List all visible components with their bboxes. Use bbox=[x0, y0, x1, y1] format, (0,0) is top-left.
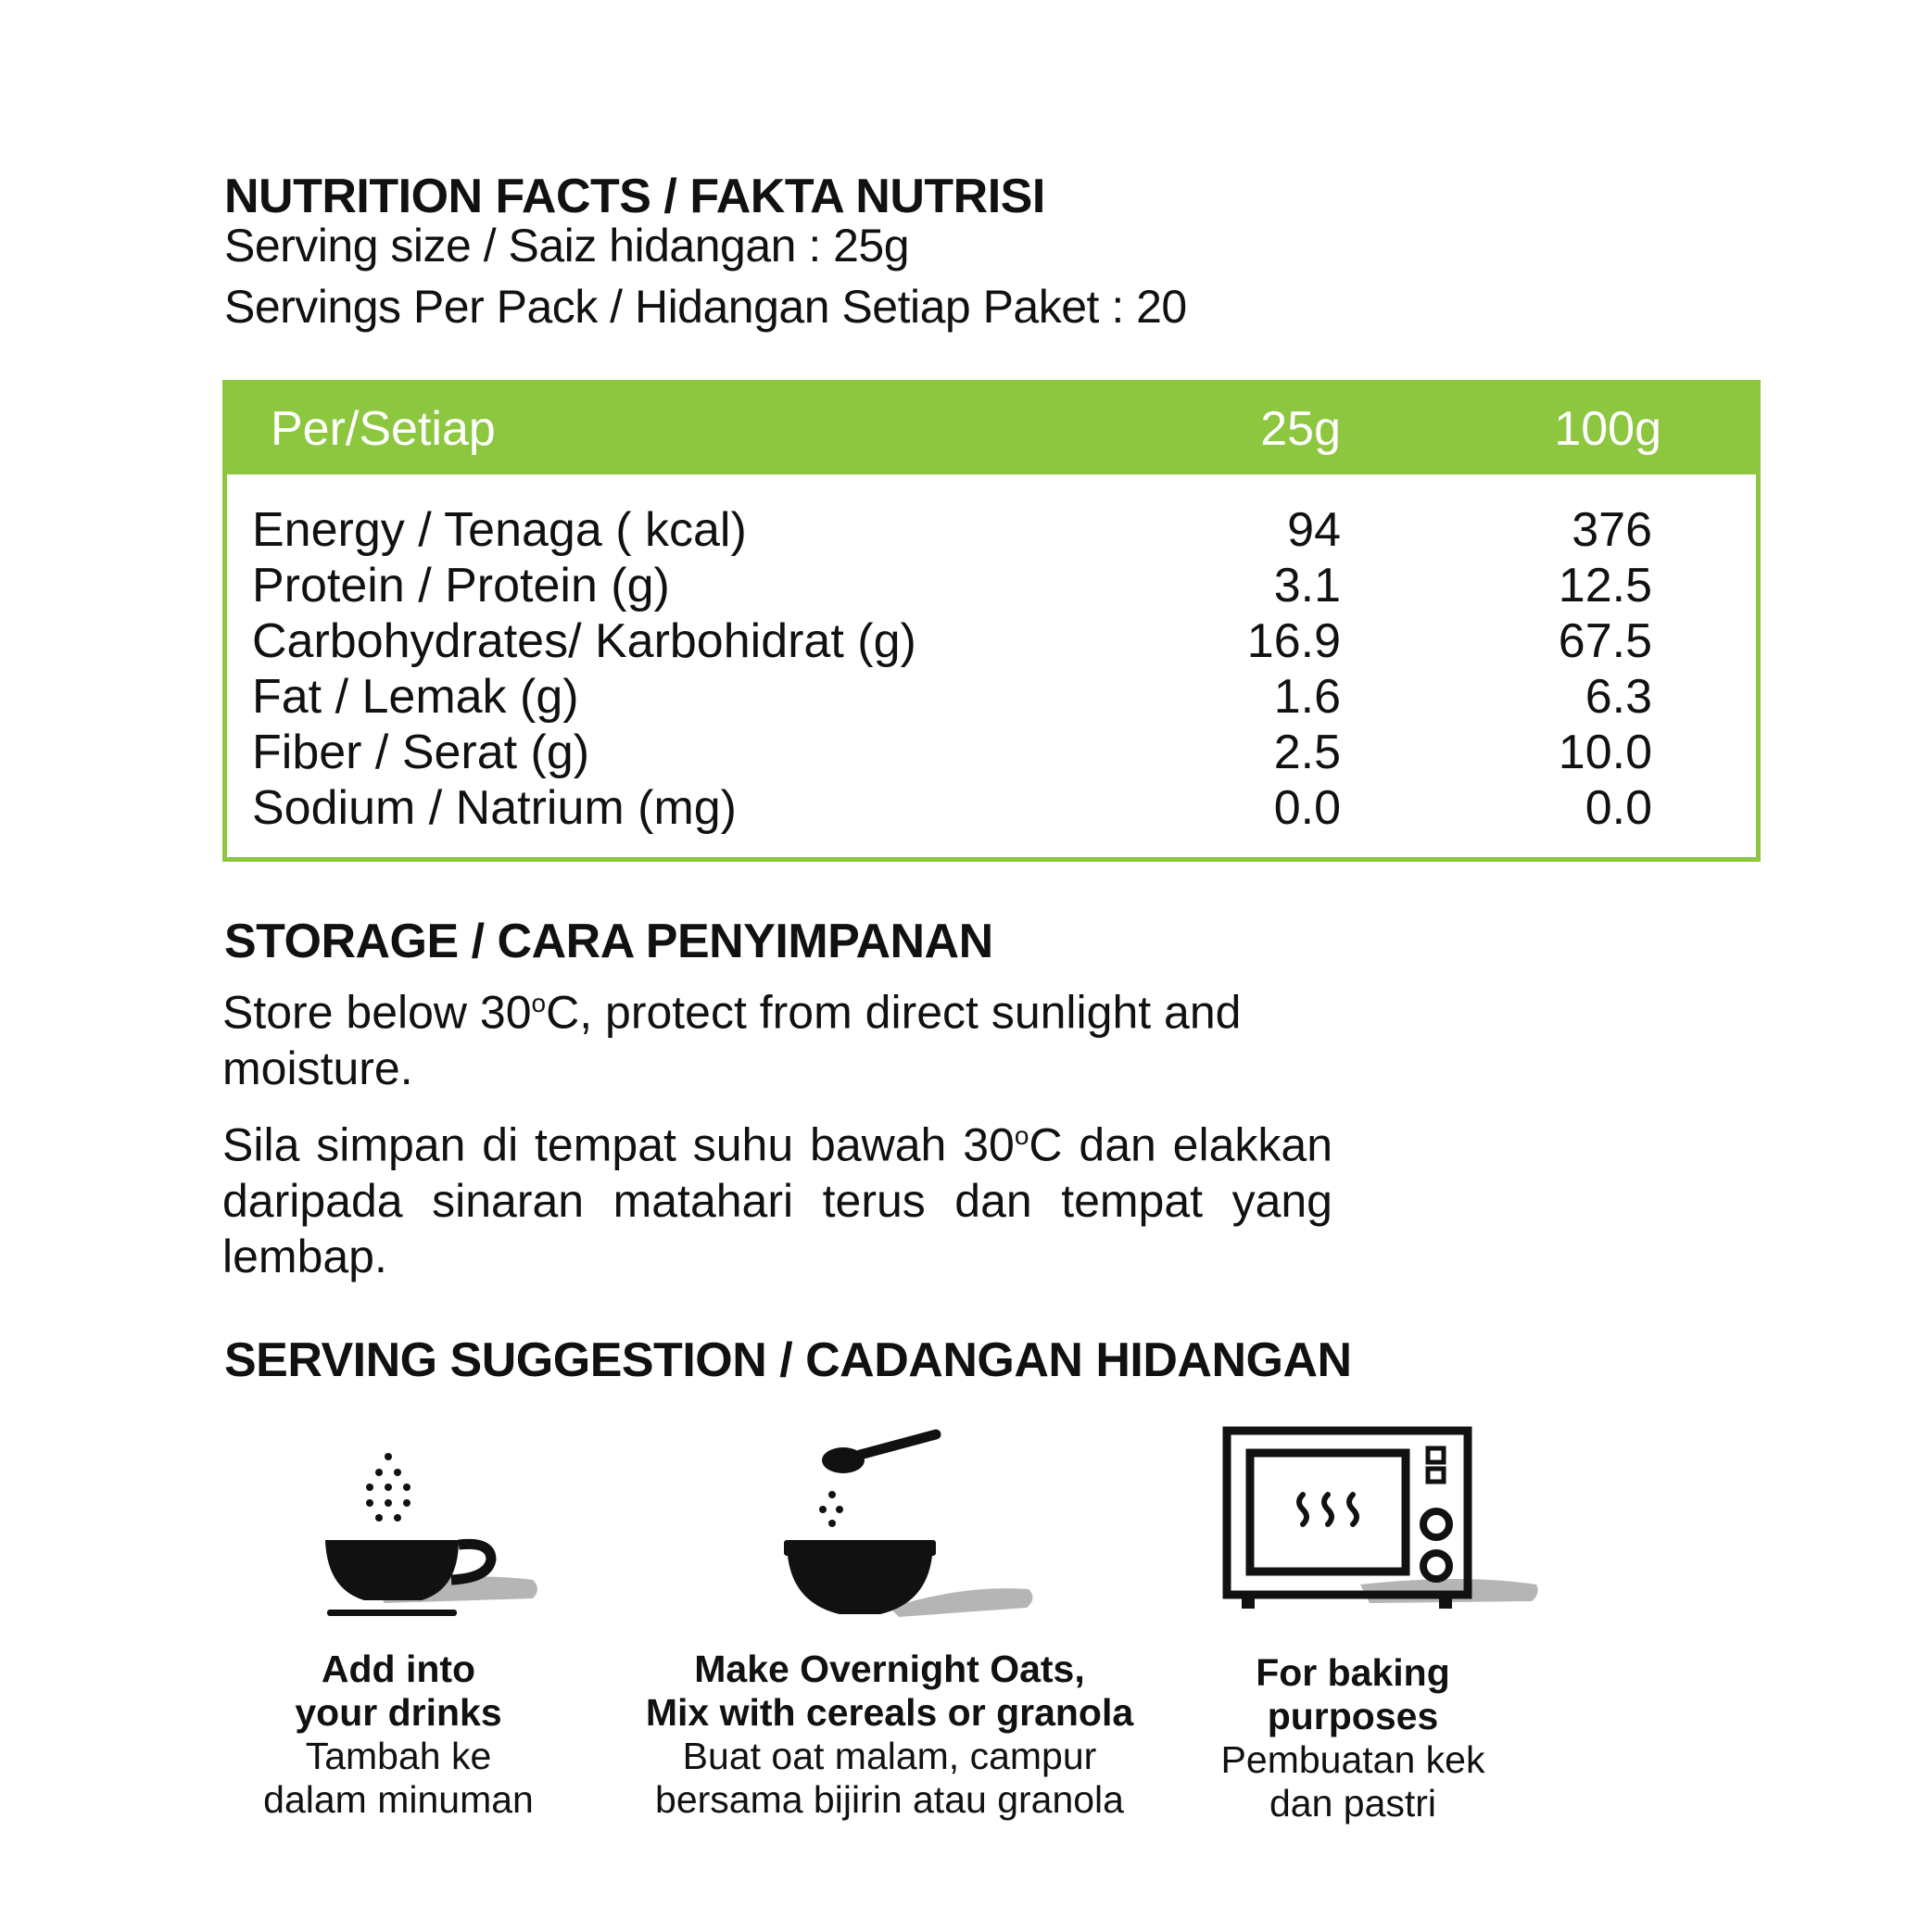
storage-text-ms bbox=[222, 1108, 1332, 1284]
caption-bold: For baking bbox=[1256, 1651, 1450, 1694]
bowl-spoon-icon bbox=[778, 1427, 1047, 1631]
serving-size: Serving size / Saiz hidangan : 25g bbox=[224, 220, 910, 271]
value-25g: 3.1 bbox=[1273, 559, 1341, 612]
table-row bbox=[227, 613, 1756, 669]
value-25g: 2.5 bbox=[1273, 726, 1341, 779]
value-100g: 0.0 bbox=[1585, 781, 1652, 835]
storage-text-en bbox=[222, 976, 1334, 1096]
nutrition-title: NUTRITION FACTS / FAKTA NUTRISI bbox=[224, 170, 1045, 223]
nutrition-table-header bbox=[227, 385, 1756, 474]
table-row bbox=[227, 725, 1756, 780]
nutrient-name: Fiber / Serat (g) bbox=[252, 726, 590, 779]
value-100g: 376 bbox=[1572, 503, 1652, 557]
caption-normal: Tambah ke bbox=[305, 1735, 492, 1777]
table-row bbox=[227, 558, 1756, 613]
value-100g: 12.5 bbox=[1558, 559, 1652, 612]
caption-normal: bersama bijirin atau granola bbox=[655, 1778, 1124, 1821]
caption-baking bbox=[1177, 1651, 1529, 1825]
header-100g: 100g bbox=[1554, 402, 1661, 456]
nutrition-table bbox=[222, 380, 1761, 862]
caption-bold: your drinks bbox=[295, 1691, 502, 1734]
storage-en-part: C, protect from direct sunlight and moisture. bbox=[222, 986, 1242, 1094]
caption-bold: Add into bbox=[321, 1648, 476, 1690]
caption-drinks bbox=[213, 1648, 584, 1822]
nutrient-name: Fat / Lemak (g) bbox=[252, 670, 579, 724]
caption-normal: dan pastri bbox=[1269, 1782, 1437, 1825]
servings-per-pack: Servings Per Pack / Hidangan Setiap Paket : 20 bbox=[224, 281, 1187, 333]
coffee-cup-icon bbox=[310, 1441, 551, 1626]
value-100g: 6.3 bbox=[1585, 670, 1652, 724]
caption-bold: Make Overnight Oats, bbox=[694, 1648, 1085, 1690]
storage-ms-part: C dan elakkan daripada sinaran matahari terus dan tempat yang lembap. bbox=[222, 1118, 1333, 1282]
header-25g: 25g bbox=[1260, 402, 1341, 456]
value-25g: 16.9 bbox=[1246, 614, 1341, 668]
value-100g: 10.0 bbox=[1558, 726, 1652, 779]
table-row bbox=[227, 669, 1756, 725]
caption-bold: purposes bbox=[1267, 1695, 1439, 1737]
caption-normal: dalam minuman bbox=[263, 1778, 534, 1821]
value-25g: 1.6 bbox=[1273, 670, 1341, 724]
serving-suggestion-title: SERVING SUGGESTION / CADANGAN HIDANGAN bbox=[224, 1333, 1352, 1387]
value-100g: 67.5 bbox=[1558, 614, 1652, 668]
storage-ms-part: Sila simpan di tempat suhu bawah 30 bbox=[222, 1118, 1015, 1171]
degree-symbol: o bbox=[1014, 1121, 1029, 1150]
caption-oats bbox=[630, 1648, 1149, 1822]
value-25g: 0.0 bbox=[1273, 781, 1341, 835]
nutrient-name: Protein / Protein (g) bbox=[252, 559, 670, 612]
degree-symbol: o bbox=[531, 989, 547, 1017]
nutrient-name: Energy / Tenaga ( kcal) bbox=[252, 503, 747, 557]
header-per-label: Per/Setiap bbox=[271, 402, 496, 456]
storage-title: STORAGE / CARA PENYIMPANAN bbox=[224, 915, 993, 968]
oven-icon bbox=[1221, 1425, 1546, 1620]
nutrient-name: Sodium / Natrium (mg) bbox=[252, 781, 737, 835]
value-25g: 94 bbox=[1287, 503, 1341, 557]
nutrient-name: Carbohydrates/ Karbohidrat (g) bbox=[252, 614, 916, 668]
table-row bbox=[227, 780, 1756, 836]
table-row bbox=[227, 502, 1756, 558]
caption-normal: Buat oat malam, campur bbox=[682, 1735, 1097, 1777]
storage-en-part: Store below 30 bbox=[222, 986, 532, 1039]
caption-normal: Pembuatan kek bbox=[1220, 1738, 1485, 1781]
caption-bold: Mix with cereals or granola bbox=[645, 1691, 1134, 1734]
